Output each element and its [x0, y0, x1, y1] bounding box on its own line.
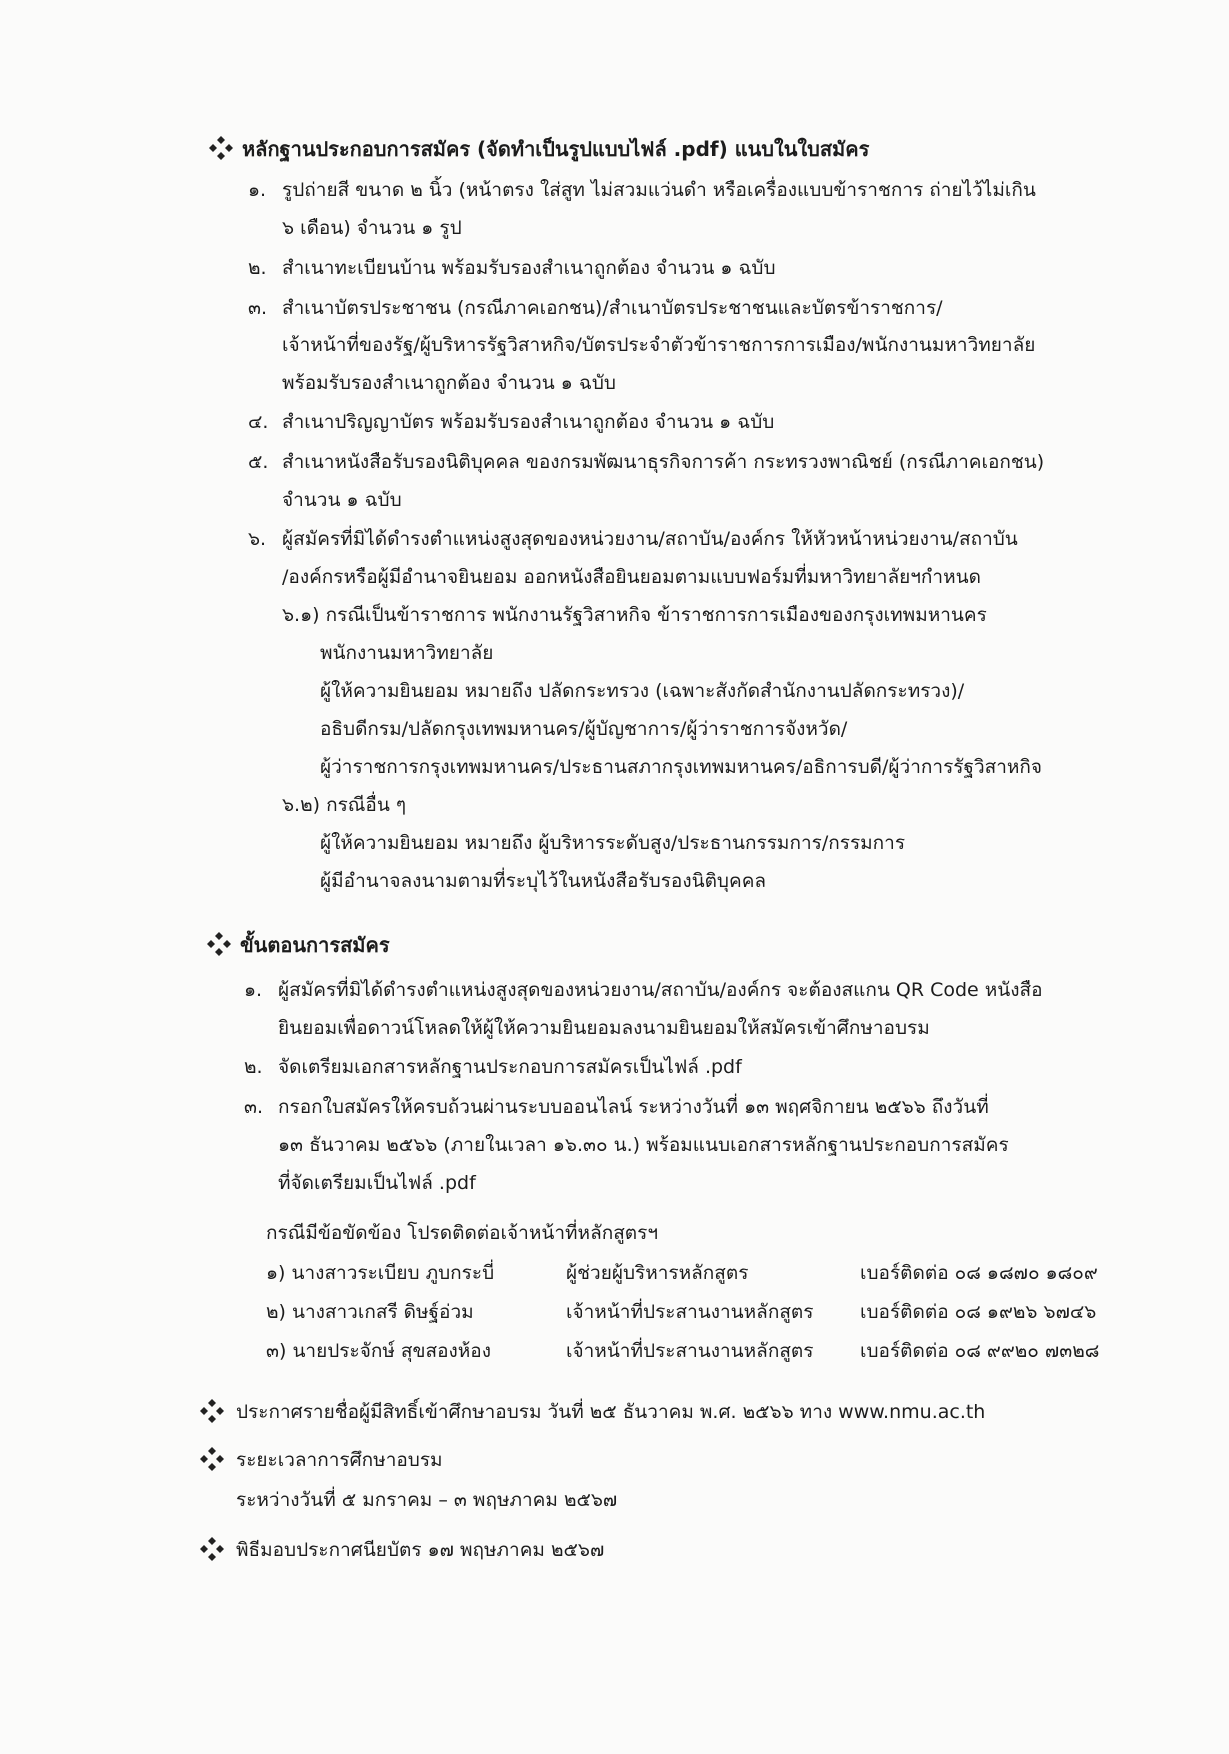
- sub-item-text: พนักงานมหาวิทยาลัย: [320, 642, 494, 664]
- contact-role: ผู้ช่วยผู้บริหารหลักสูตร: [566, 1262, 749, 1284]
- list-item-text: สำเนาทะเบียนบ้าน พร้อมรับรองสำเนาถูกต้อง จำนวน ๑ ฉบับ: [282, 257, 776, 279]
- diamond-bullet-icon: [199, 1536, 225, 1562]
- contact-role: เจ้าหน้าที่ประสานงานหลักสูตร: [566, 1301, 814, 1323]
- list-item-text: ๖ เดือน) จำนวน ๑ รูป: [282, 217, 462, 239]
- diamond-bullet-icon: [208, 135, 234, 161]
- contact-intro: กรณีมีข้อขัดข้อง โปรดติดต่อเจ้าหน้าที่หลักสูตรฯ: [266, 1222, 659, 1244]
- list-item-number: ๕.: [248, 451, 269, 473]
- study-period-label: ระยะเวลาการศึกษาอบรม: [236, 1449, 443, 1471]
- list-item-number: ๔.: [248, 411, 269, 433]
- step-text: ที่จัดเตรียมเป็นไฟล์ .pdf: [278, 1172, 476, 1194]
- step-text: กรอกใบสมัครให้ครบถ้วนผ่านระบบออนไลน์ ระหว่างวันที่ ๑๓ พฤศจิกายน ๒๕๖๖ ถึงวันที่: [278, 1096, 989, 1118]
- step-number: ๒.: [244, 1056, 263, 1078]
- sub-item-title: ๖.๒) กรณีอื่น ๆ: [282, 794, 407, 816]
- section-heading-documents: หลักฐานประกอบการสมัคร (จัดทำเป็นรูปแบบไฟล์ .pdf) แนบในใบสมัคร: [242, 137, 870, 161]
- diamond-bullet-icon: [199, 1398, 225, 1424]
- ceremony-text: พิธีมอบประกาศนียบัตร ๑๗ พฤษภาคม ๒๕๖๗: [236, 1539, 605, 1561]
- step-number: ๓.: [244, 1096, 264, 1118]
- list-item-text: ผู้สมัครที่มิได้ดำรงตำแหน่งสูงสุดของหน่วยงาน/สถาบัน/องค์กร ให้หัวหน้าหน่วยงาน/สถาบัน: [282, 528, 1018, 550]
- list-item-text: สำเนาหนังสือรับรองนิติบุคคล ของกรมพัฒนาธุรกิจการค้า กระทรวงพาณิชย์ (กรณีภาคเอกชน): [282, 451, 1045, 473]
- step-text: ๑๓ ธันวาคม ๒๕๖๖ (ภายในเวลา ๑๖.๓๐ น.) พร้อมแนบเอกสารหลักฐานประกอบการสมัคร: [278, 1134, 1009, 1156]
- list-item-number: ๑.: [248, 179, 267, 201]
- sub-item-text: อธิบดีกรม/ปลัดกรุงเทพมหานคร/ผู้บัญชาการ/ผู้ว่าราชการจังหวัด/: [320, 718, 848, 740]
- step-text: ผู้สมัครที่มิได้ดำรงตำแหน่งสูงสุดของหน่วยงาน/สถาบัน/องค์กร จะต้องสแกน QR Code หนังสือ: [278, 979, 1043, 1001]
- step-text: ยินยอมเพื่อดาวน์โหลดให้ผู้ให้ความยินยอมลงนามยินยอมให้สมัครเข้าศึกษาอบรม: [278, 1017, 930, 1039]
- announcement-text: ประกาศรายชื่อผู้มีสิทธิ์เข้าศึกษาอบรม วันที่ ๒๕ ธันวาคม พ.ศ. ๒๕๖๖ ทาง www.nmu.ac.th: [236, 1401, 986, 1423]
- list-item-text: สำเนาบัตรประชาชน (กรณีภาคเอกชน)/สำเนาบัตรประชาชนและบัตรข้าราชการ/: [282, 297, 943, 319]
- list-item-text: พร้อมรับรองสำเนาถูกต้อง จำนวน ๑ ฉบับ: [282, 372, 616, 394]
- step-text: จัดเตรียมเอกสารหลักฐานประกอบการสมัครเป็นไฟล์ .pdf: [278, 1056, 742, 1078]
- list-item-text: /องค์กรหรือผู้มีอำนาจยินยอม ออกหนังสือยินยอมตามแบบฟอร์มที่มหาวิทยาลัยฯกำหนด: [282, 566, 981, 588]
- sub-item-text: ผู้ว่าราชการกรุงเทพมหานคร/ประธานสภากรุงเทพมหานคร/อธิการบดี/ผู้ว่าการรัฐวิสาหกิจ: [320, 756, 1043, 778]
- diamond-bullet-icon: [206, 931, 232, 957]
- contact-phone: เบอร์ติดต่อ ๐๘ ๑๘๗๐ ๑๘๐๙: [860, 1262, 1098, 1284]
- sub-item-title: ๖.๑) กรณีเป็นข้าราชการ พนักงานรัฐวิสาหกิจ ข้าราชการการเมืองของกรุงเทพมหานคร: [282, 604, 987, 626]
- sub-item-text: ผู้ให้ความยินยอม หมายถึง ผู้บริหารระดับสูง/ประธานกรรมการ/กรรมการ: [320, 832, 906, 854]
- list-item-text: สำเนาปริญญาบัตร พร้อมรับรองสำเนาถูกต้อง จำนวน ๑ ฉบับ: [282, 411, 775, 433]
- list-item-number: ๓.: [248, 297, 268, 319]
- list-item-number: ๖.: [248, 528, 267, 550]
- study-period-range: ระหว่างวันที่ ๕ มกราคม – ๓ พฤษภาคม ๒๕๖๗: [236, 1489, 618, 1511]
- contact-name: ๒) นางสาวเกสรี ดิษฐ์อ่วม: [266, 1301, 474, 1323]
- list-item-text: รูปถ่ายสี ขนาด ๒ นิ้ว (หน้าตรง ใส่สูท ไม่สวมแว่นดำ หรือเครื่องแบบข้าราชการ ถ่ายไว้ไม่เกิน: [282, 179, 1036, 201]
- step-number: ๑.: [244, 979, 263, 1001]
- sub-item-text: ผู้มีอำนาจลงนามตามที่ระบุไว้ในหนังสือรับรองนิติบุคคล: [320, 870, 767, 892]
- contact-phone: เบอร์ติดต่อ ๐๘ ๙๙๒๐ ๗๓๒๘: [860, 1340, 1100, 1362]
- diamond-bullet-icon: [199, 1446, 225, 1472]
- sub-item-text: ผู้ให้ความยินยอม หมายถึง ปลัดกระทรวง (เฉพาะสังกัดสำนักงานปลัดกระทรวง)/: [320, 680, 965, 702]
- list-item-number: ๒.: [248, 257, 267, 279]
- contact-name: ๓) นายประจักษ์ สุขสองห้อง: [266, 1340, 491, 1362]
- list-item-text: จำนวน ๑ ฉบับ: [282, 489, 402, 511]
- section-heading-steps: ขั้นตอนการสมัคร: [240, 933, 390, 957]
- contact-phone: เบอร์ติดต่อ ๐๘ ๑๙๒๖ ๖๗๔๖: [860, 1301, 1097, 1323]
- contact-role: เจ้าหน้าที่ประสานงานหลักสูตร: [566, 1340, 814, 1362]
- list-item-text: เจ้าหน้าที่ของรัฐ/ผู้บริหารรัฐวิสาหกิจ/บัตรประจำตัวข้าราชการการเมือง/พนักงานมหาวิทยาลัย: [282, 334, 1036, 356]
- contact-name: ๑) นางสาวระเบียบ ภูบกระบี่: [266, 1262, 495, 1284]
